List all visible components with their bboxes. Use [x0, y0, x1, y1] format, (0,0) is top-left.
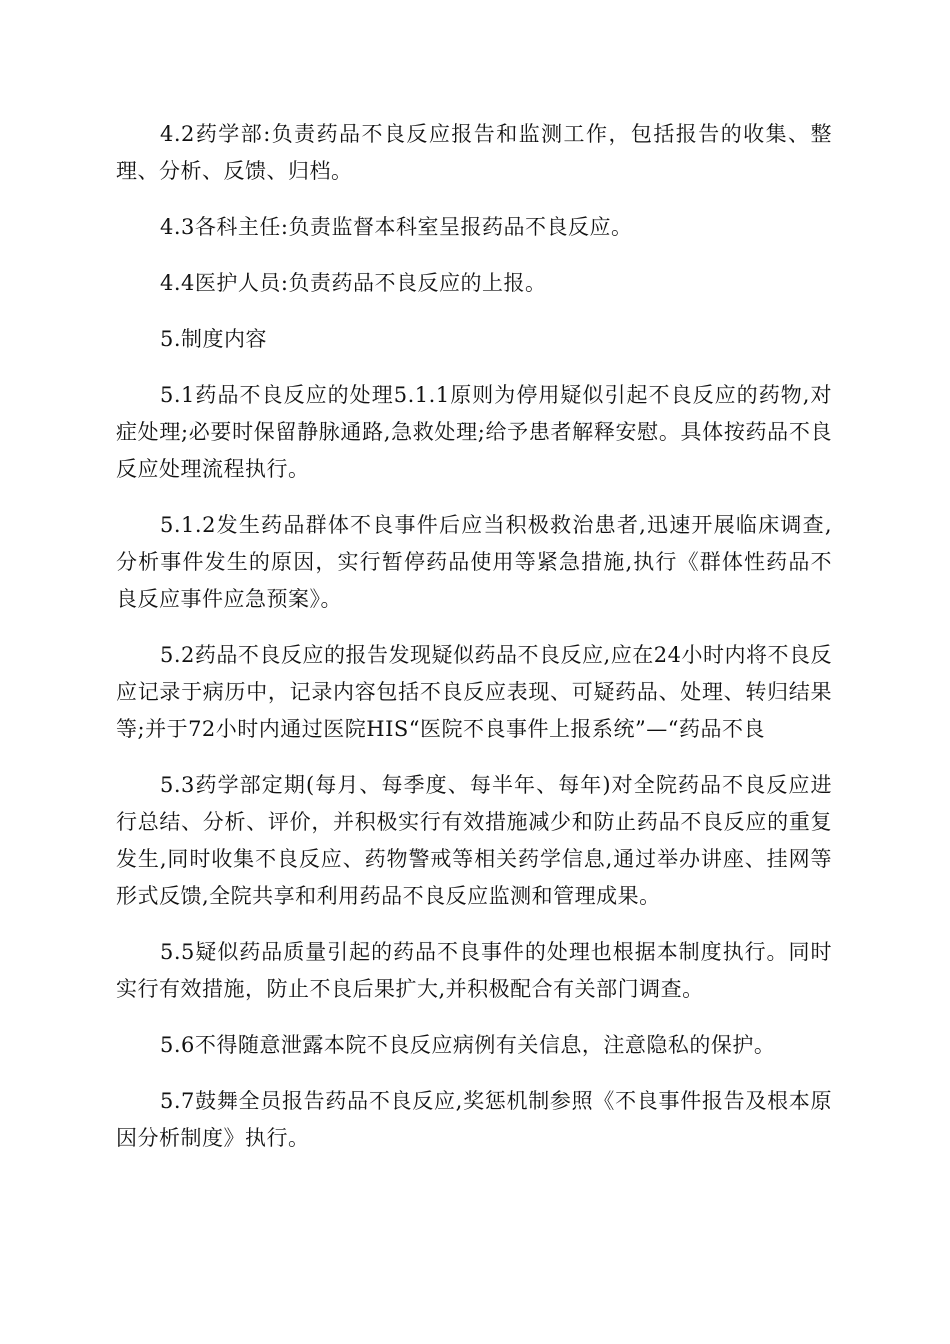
- paragraph-4-3: 4.3各科主任:负责监督本科室呈报药品不良反应。: [160, 215, 633, 239]
- paragraph-5-3: 5.3药学部定期(每月、每季度、每半年、每年)对全院药品不良反应进行总结、分析、评价，并积极实行有效措施减少和防止药品不良反应的重复发生,同时收集不良反应、药物警戒等相关药学信息,通过举办讲座、挂网等形式反馈,全院共享和利用药品不良反应监测和管理成果。: [116, 773, 832, 908]
- paragraph-4-2: 4.2药学部:负责药品不良反应报告和监测工作，包括报告的收集、整理、分析、反馈、归档。: [116, 122, 832, 183]
- paragraph-5-6: 5.6不得随意泄露本院不良反应病例有关信息，注意隐私的保护。: [160, 1033, 776, 1057]
- paragraph-5-1: 5.1药品不良反应的处理5.1.1原则为停用疑似引起不良反应的药物,对症处理;必要时保留静脉通路,急救处理;给予患者解释安慰。具体按药品不良反应处理流程执行。: [116, 383, 832, 481]
- section-heading-5: 5.制度内容: [160, 327, 268, 351]
- paragraph-5-7: 5.7鼓舞全员报告药品不良反应,奖惩机制参照《不良事件报告及根本原因分析制度》执行。: [116, 1089, 832, 1150]
- paragraph-4-4: 4.4医护人员:负责药品不良反应的上报。: [160, 271, 547, 295]
- paragraph-5-2: 5.2药品不良反应的报告发现疑似药品不良反应,应在24小时内将不良反应记录于病历中，记录内容包括不良反应表现、可疑药品、处理、转归结果等;并于72小时内通过医院HIS“医院不良事件上报系统”—“药品不良: [116, 643, 832, 741]
- paragraph-5-5: 5.5疑似药品质量引起的药品不良事件的处理也根据本制度执行。同时实行有效措施，防止不良后果扩大,并积极配合有关部门调查。: [116, 940, 832, 1001]
- paragraph-5-1-2: 5.1.2发生药品群体不良事件后应当积极救治患者,迅速开展临床调查,分析事件发生的原因，实行暂停药品使用等紧急措施,执行《群体性药品不良反应事件应急预案》。: [116, 513, 832, 611]
